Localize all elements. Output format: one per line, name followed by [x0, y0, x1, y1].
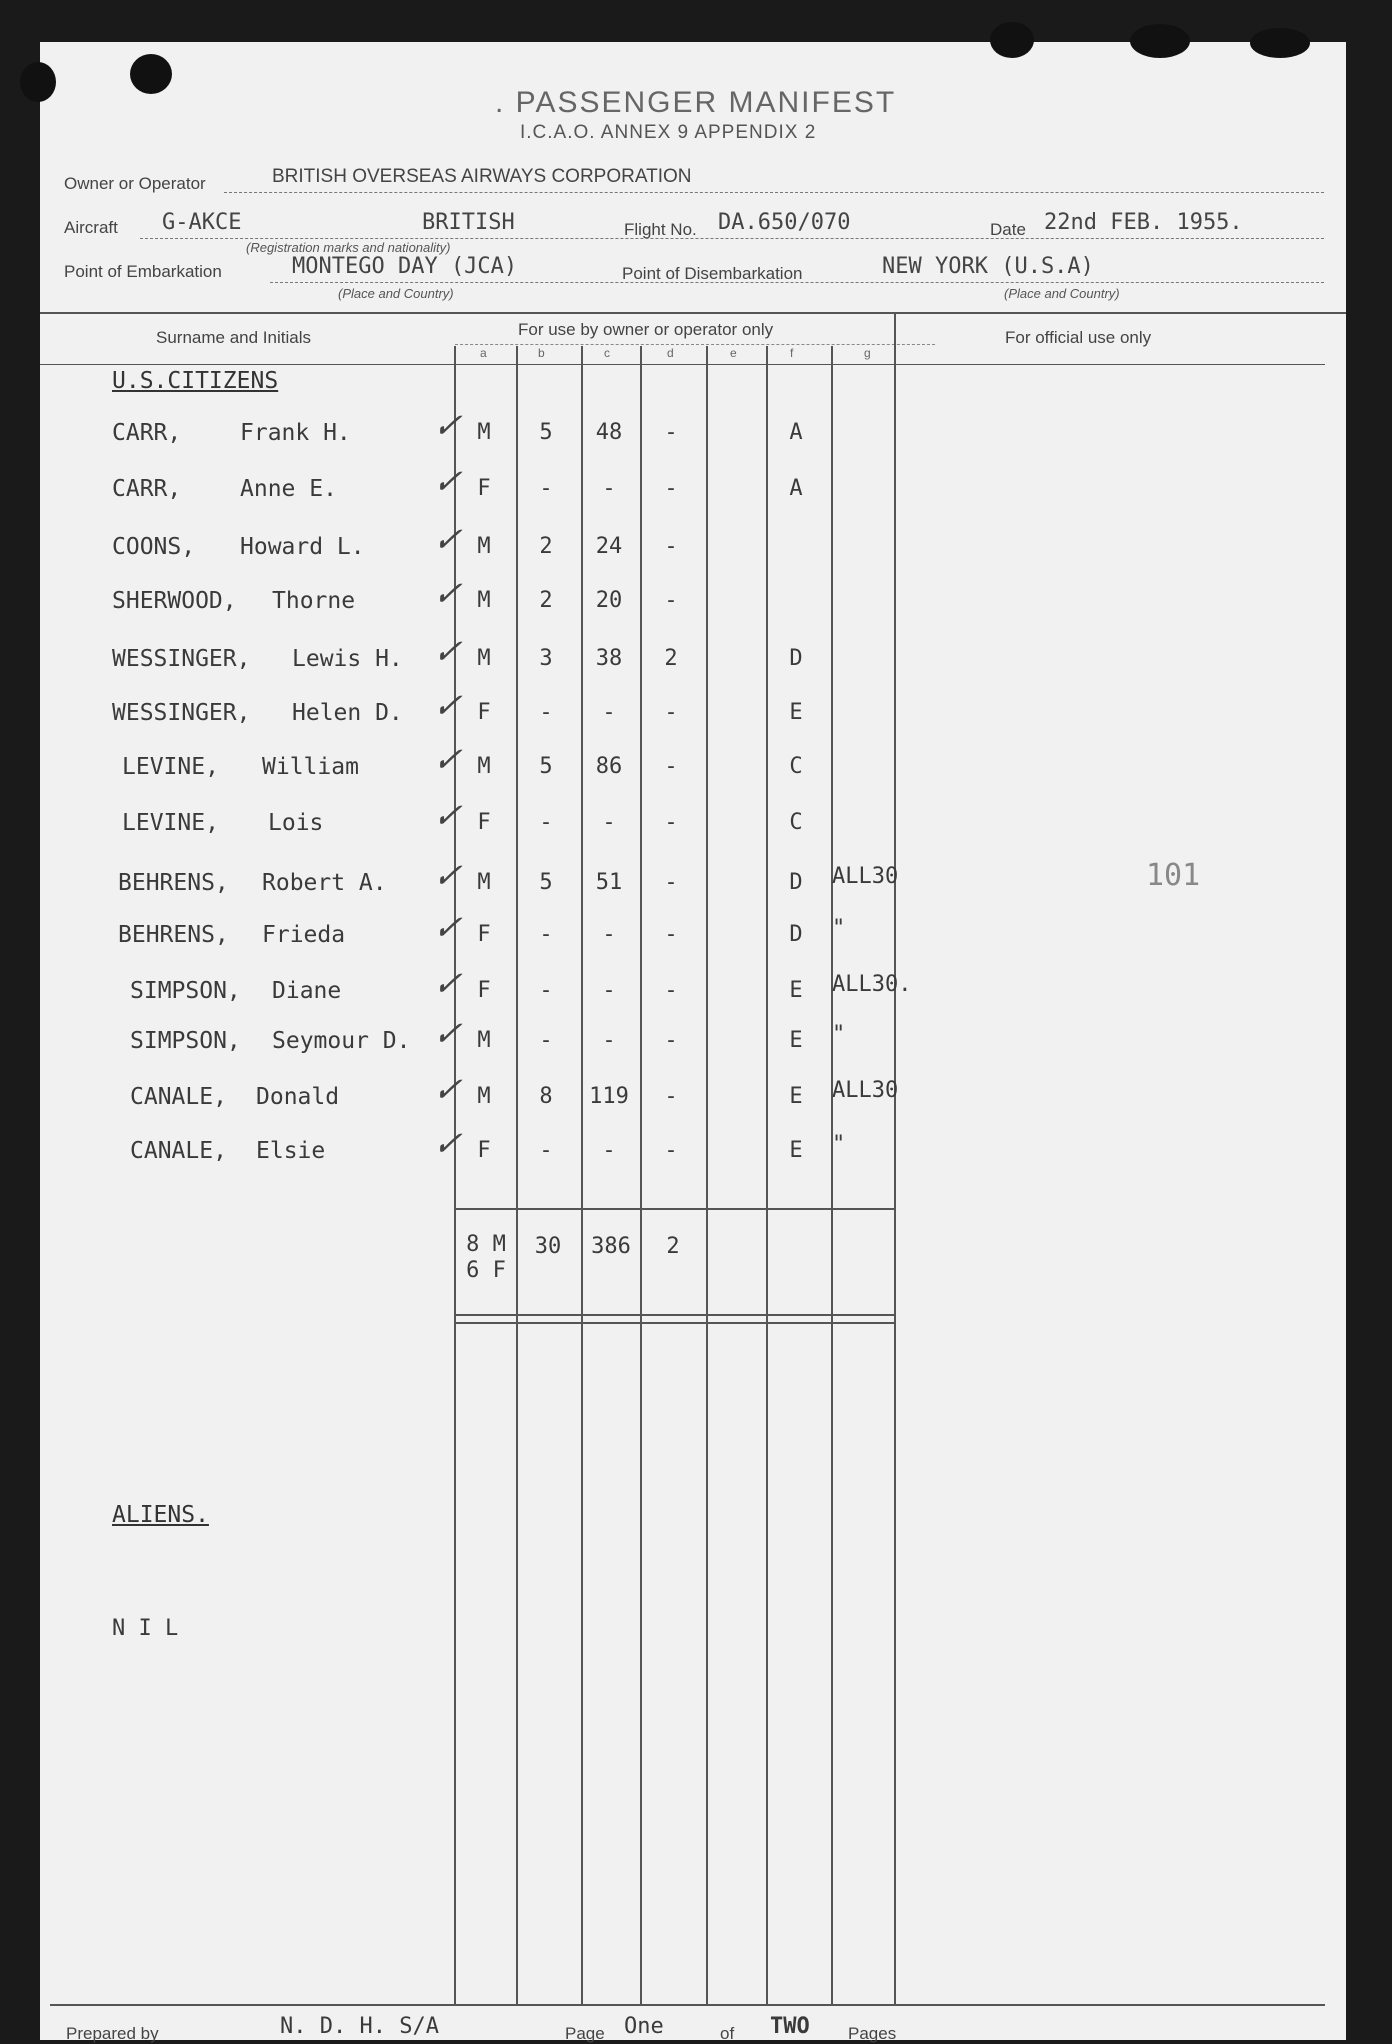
passenger-col-a: F	[477, 978, 491, 1003]
col-official-header: For official use only	[1005, 328, 1152, 347]
passenger-given-name: Donald	[256, 1084, 340, 1110]
passenger-col-c: 38	[595, 646, 623, 671]
official-number: 101	[1146, 858, 1201, 893]
page-total: TWO	[770, 2014, 810, 2039]
passenger-col-b: 5	[539, 754, 553, 779]
passenger-col-b: -	[539, 700, 553, 725]
check-mark-icon: ✓	[428, 686, 472, 726]
footer-rule	[50, 2004, 1325, 2006]
passenger-surname: LEVINE,	[122, 754, 219, 780]
passenger-col-c: 20	[595, 588, 623, 613]
passenger-col-b: 3	[539, 646, 553, 671]
passenger-surname: WESSINGER,	[112, 646, 251, 672]
punch-hole	[1250, 28, 1310, 58]
passenger-col-c: -	[602, 700, 616, 725]
passenger-col-c: -	[602, 810, 616, 835]
total-d: 2	[666, 1234, 680, 1259]
passenger-col-c: 86	[595, 754, 623, 779]
passenger-col-a: M	[477, 870, 491, 895]
passenger-col-d: 2	[664, 646, 678, 671]
flight-number: DA.650/070	[718, 210, 851, 235]
passenger-given-name: William	[262, 754, 359, 780]
col-letter-e: e	[730, 346, 737, 360]
passenger-given-name: Robert A.	[262, 870, 387, 896]
passenger-col-d: -	[664, 534, 678, 559]
passenger-given-name: Diane	[272, 978, 342, 1004]
aircraft-registration: G-AKCE	[162, 210, 242, 235]
manifest-sheet	[40, 42, 1346, 2043]
punch-hole	[1130, 24, 1190, 58]
passenger-col-c: 24	[595, 534, 623, 559]
passenger-col-c: -	[602, 978, 616, 1003]
passenger-surname: SIMPSON,	[130, 1028, 241, 1054]
passenger-col-a: F	[477, 700, 491, 725]
passenger-col-g: ALL30	[832, 864, 899, 889]
check-mark-icon: ✓	[428, 908, 472, 948]
col-letter-g: g	[864, 346, 871, 360]
col-letter-f: f	[790, 346, 794, 360]
check-mark-icon: ✓	[428, 740, 472, 780]
passenger-col-c: 51	[595, 870, 623, 895]
passenger-surname: SHERWOOD,	[112, 588, 237, 614]
page-label: Page	[565, 2024, 605, 2043]
passenger-col-a: F	[477, 476, 491, 501]
passenger-given-name: Frank H.	[240, 420, 351, 446]
disembarkation-note: (Place and Country)	[1004, 286, 1120, 301]
passenger-given-name: Thorne	[272, 588, 356, 614]
passenger-col-f: A	[789, 420, 803, 445]
passenger-col-a: M	[477, 420, 491, 445]
pages-label: Pages	[848, 2024, 897, 2043]
passenger-col-a: M	[477, 1084, 491, 1109]
passenger-col-b: 5	[539, 420, 553, 445]
total-b: 30	[534, 1234, 562, 1259]
check-mark-icon: ✓	[428, 520, 472, 560]
punch-hole	[130, 54, 172, 94]
aircraft-note: (Registration marks and nationality)	[246, 240, 451, 255]
check-mark-icon: ✓	[428, 632, 472, 672]
passenger-col-b: 8	[539, 1084, 553, 1109]
passenger-surname: CARR,	[112, 420, 182, 446]
prepared-value: N. D. H. S/A	[280, 2014, 439, 2039]
check-mark-icon: ✓	[428, 796, 472, 836]
passenger-col-f: E	[789, 700, 803, 725]
disembarkation-value: NEW YORK (U.S.A)	[882, 254, 1094, 279]
passenger-surname: BEHRENS,	[118, 922, 229, 948]
passenger-col-b: -	[539, 1028, 553, 1053]
passenger-col-d: -	[664, 922, 678, 947]
passenger-col-b: -	[539, 476, 553, 501]
passenger-col-f: D	[789, 922, 803, 947]
passenger-col-c: -	[602, 922, 616, 947]
embarkation-note: (Place and Country)	[338, 286, 454, 301]
table-top-rule	[40, 312, 1346, 314]
of-label: of	[720, 2024, 735, 2043]
passenger-surname: CANALE,	[130, 1138, 227, 1164]
passenger-col-f: E	[789, 1138, 803, 1163]
passenger-col-b: 2	[539, 534, 553, 559]
passenger-col-c: 119	[589, 1084, 629, 1109]
passenger-col-a: M	[477, 1028, 491, 1053]
aliens-value: N I L	[112, 1616, 179, 1641]
aircraft-nationality: BRITISH	[422, 210, 515, 235]
passenger-col-f: C	[789, 810, 803, 835]
passenger-col-b: 5	[539, 870, 553, 895]
passenger-col-a: M	[477, 646, 491, 671]
passenger-col-f: A	[789, 476, 803, 501]
check-mark-icon: ✓	[428, 1124, 472, 1164]
passenger-given-name: Helen D.	[292, 700, 403, 726]
page-number: One	[624, 2014, 664, 2039]
owner-label: Owner or Operator	[64, 174, 206, 193]
passenger-col-b: -	[539, 810, 553, 835]
col-letter-b: b	[538, 346, 545, 360]
passenger-col-d: -	[664, 810, 678, 835]
manifest-subtitle: I.C.A.O. ANNEX 9 APPENDIX 2	[520, 122, 817, 143]
passenger-col-d: -	[664, 1084, 678, 1109]
passenger-col-d: -	[664, 700, 678, 725]
passenger-surname: CANALE,	[130, 1084, 227, 1110]
check-mark-icon: ✓	[428, 1070, 472, 1110]
passenger-given-name: Frieda	[262, 922, 346, 948]
passenger-col-f: D	[789, 870, 803, 895]
passenger-col-c: -	[602, 476, 616, 501]
passenger-col-d: -	[664, 754, 678, 779]
passenger-surname: WESSINGER,	[112, 700, 251, 726]
passenger-surname: SIMPSON,	[130, 978, 241, 1004]
col-letter-a: a	[480, 346, 487, 360]
embarkation-label: Point of Embarkation	[64, 262, 222, 281]
prepared-label: Prepared by	[66, 2024, 159, 2043]
passenger-col-b: -	[539, 1138, 553, 1163]
col-letter-c: c	[604, 346, 610, 360]
total-males: 8 M	[466, 1232, 506, 1257]
manifest-title: . PASSENGER MANIFEST	[495, 86, 897, 119]
punch-hole	[20, 62, 56, 102]
aliens-heading: ALIENS.	[112, 1502, 209, 1528]
passenger-col-a: M	[477, 754, 491, 779]
passenger-col-d: -	[664, 1138, 678, 1163]
passenger-col-a: M	[477, 534, 491, 559]
passenger-col-d: -	[664, 476, 678, 501]
passenger-col-a: F	[477, 922, 491, 947]
table-header-rule	[40, 364, 1325, 365]
check-mark-icon: ✓	[428, 462, 472, 502]
totals-double-rule-2	[454, 1322, 896, 1324]
col-name-header: Surname and Initials	[156, 328, 311, 347]
passenger-col-a: F	[477, 1138, 491, 1163]
disembarkation-label: Point of Disembarkation	[622, 264, 803, 283]
passenger-col-f: E	[789, 978, 803, 1003]
check-mark-icon: ✓	[428, 964, 472, 1004]
punch-hole	[990, 22, 1034, 58]
totals-double-rule-1	[454, 1314, 896, 1316]
date-label: Date	[990, 220, 1026, 239]
passenger-col-d: -	[664, 870, 678, 895]
us-citizens-heading: U.S.CITIZENS	[112, 368, 279, 394]
passenger-col-d: -	[664, 1028, 678, 1053]
passenger-col-g: "	[832, 916, 846, 941]
total-c: 386	[591, 1234, 631, 1259]
passenger-col-c: -	[602, 1138, 616, 1163]
aircraft-label: Aircraft	[64, 218, 118, 237]
passenger-col-g: ALL30.	[832, 972, 912, 997]
passenger-surname: BEHRENS,	[118, 870, 229, 896]
check-mark-icon: ✓	[428, 856, 472, 896]
passenger-col-a: M	[477, 588, 491, 613]
passenger-col-f: D	[789, 646, 803, 671]
passenger-given-name: Seymour D.	[272, 1028, 411, 1054]
passenger-surname: LEVINE,	[122, 810, 219, 836]
check-mark-icon: ✓	[428, 574, 472, 614]
passenger-col-b: -	[539, 922, 553, 947]
embarkation-value: MONTEGO DAY (JCA)	[292, 254, 518, 279]
passenger-given-name: Lewis H.	[292, 646, 403, 672]
passenger-col-d: -	[664, 420, 678, 445]
flight-label: Flight No.	[624, 220, 697, 239]
total-females: 6 F	[466, 1258, 506, 1283]
passenger-col-b: 2	[539, 588, 553, 613]
passenger-col-d: -	[664, 588, 678, 613]
passenger-col-g: "	[832, 1132, 846, 1157]
passenger-col-f: E	[789, 1084, 803, 1109]
passenger-col-a: F	[477, 810, 491, 835]
passenger-surname: COONS,	[112, 534, 196, 560]
passenger-col-c: -	[602, 1028, 616, 1053]
col-operator-header: For use by owner or operator only	[518, 320, 774, 339]
passenger-col-f: E	[789, 1028, 803, 1053]
passenger-col-d: -	[664, 978, 678, 1003]
totals-top-rule	[454, 1208, 896, 1210]
col-letter-d: d	[667, 346, 674, 360]
passenger-given-name: Elsie	[256, 1138, 326, 1164]
passenger-given-name: Howard L.	[240, 534, 365, 560]
check-mark-icon: ✓	[428, 1014, 472, 1054]
passenger-surname: CARR,	[112, 476, 182, 502]
passenger-col-b: -	[539, 978, 553, 1003]
passenger-col-g: ALL30	[832, 1078, 899, 1103]
check-mark-icon: ✓	[428, 406, 472, 446]
passenger-col-c: 48	[595, 420, 623, 445]
passenger-given-name: Lois	[268, 810, 324, 836]
passenger-col-f: C	[789, 754, 803, 779]
passenger-given-name: Anne E.	[240, 476, 337, 502]
owner-value: BRITISH OVERSEAS AIRWAYS CORPORATION	[272, 166, 692, 187]
passenger-col-g: "	[832, 1022, 846, 1047]
date-value: 22nd FEB. 1955.	[1044, 210, 1243, 235]
